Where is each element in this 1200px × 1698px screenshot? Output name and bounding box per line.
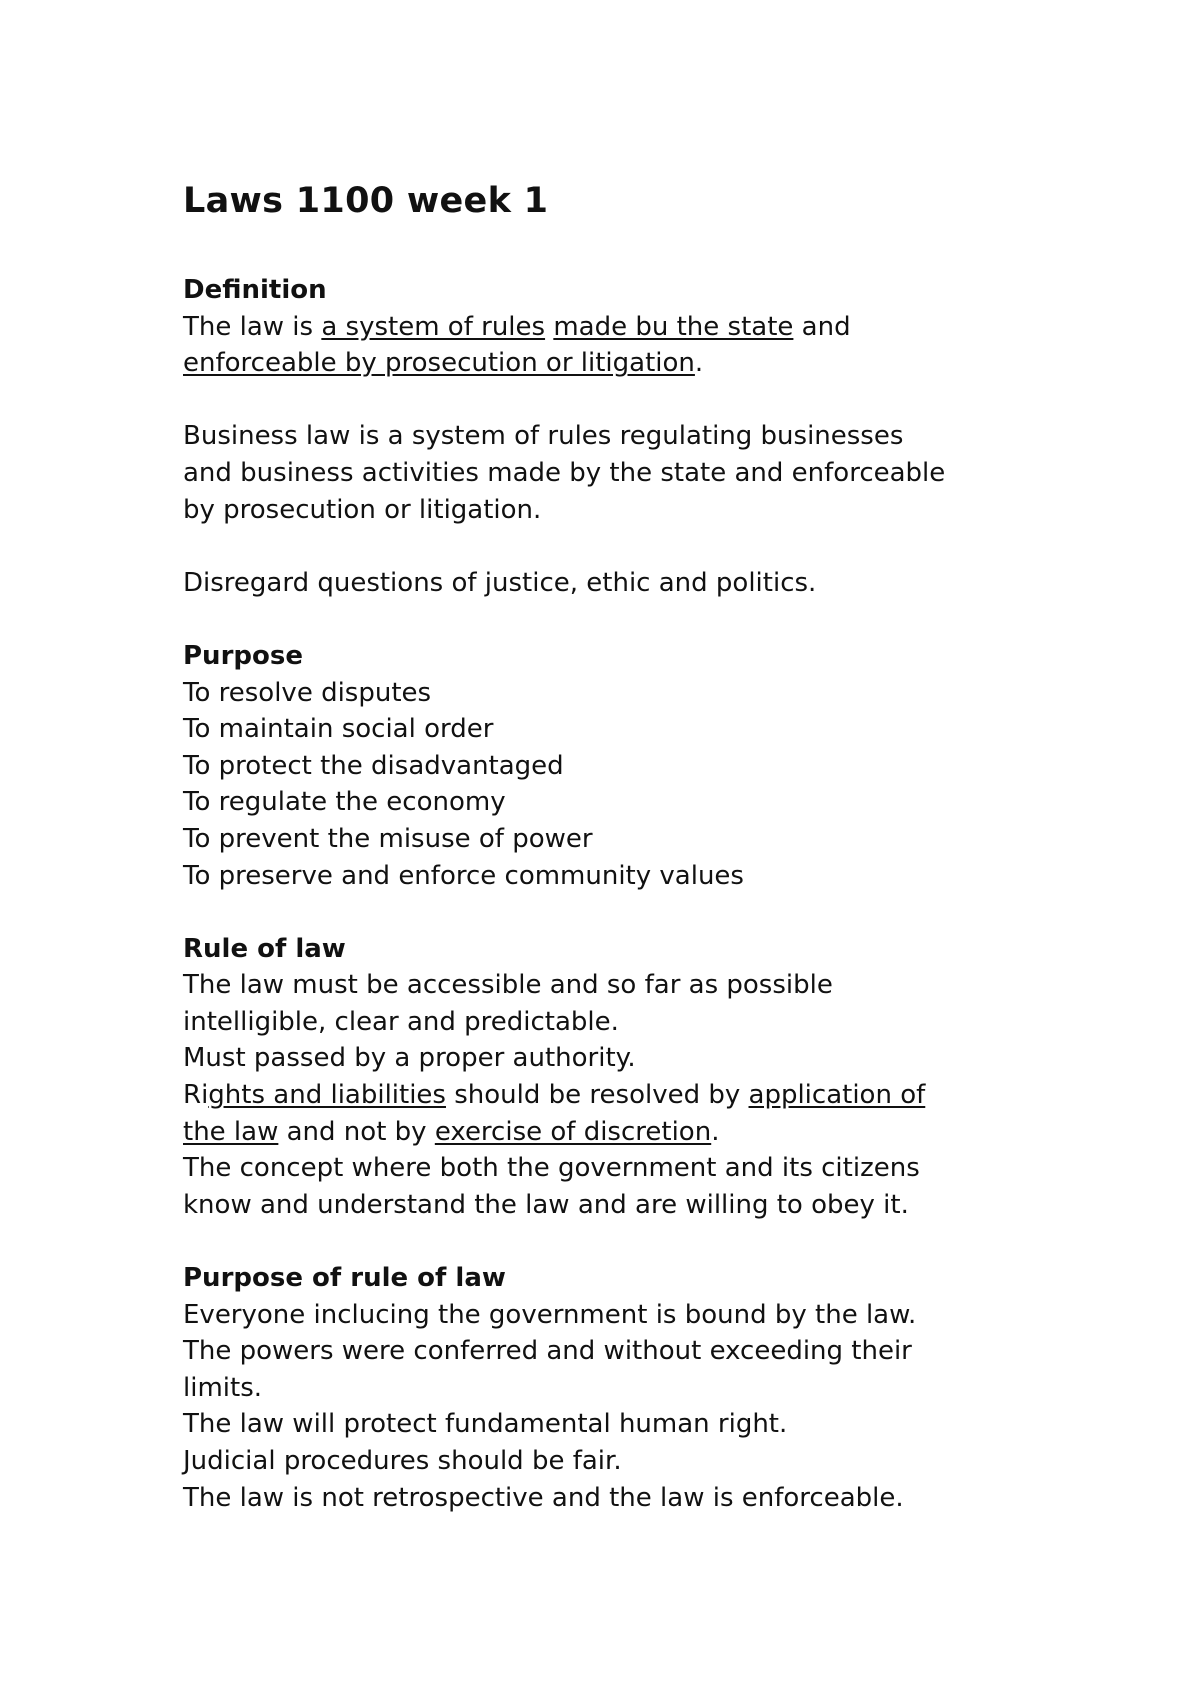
- rule-of-law-line: know and understand the law and are willing to obey it.: [183, 1189, 909, 1220]
- purpose-item: To prevent the misuse of power: [183, 823, 593, 854]
- rule-of-law-line: intelligible, clear and predictable.: [183, 1006, 619, 1037]
- underlined-phrase: made bu the state: [553, 311, 794, 342]
- rule-of-law-line: the law and not by exercise of discretion.: [183, 1116, 720, 1147]
- purpose-item: To preserve and enforce community values: [183, 860, 744, 891]
- page-title: Laws 1100 week 1: [183, 181, 549, 221]
- document-page: [183, 178, 1083, 1516]
- purpose-rule-line: The law will protect fundamental human right.: [183, 1409, 788, 1440]
- purpose-heading: Purpose: [183, 640, 303, 671]
- disregard-line: Disregard questions of justice, ethic and politics.: [183, 567, 817, 598]
- underlined-phrase: the law: [183, 1116, 279, 1147]
- purpose-rule-line: Judicial procedures should be fair.: [183, 1446, 622, 1476]
- business-law-line-2: and business activities made by the state and enforceable: [183, 457, 946, 488]
- purpose-item: To regulate the economy: [183, 787, 506, 818]
- underlined-phrase: ghts and liabilities: [208, 1080, 446, 1111]
- purpose-rule-line: limits.: [183, 1372, 263, 1403]
- purpose-rule-line: The law is not retrospective and the law is enforceable.: [183, 1482, 904, 1513]
- purpose-rule-line: The powers were conferred and without exceeding their: [183, 1336, 912, 1367]
- rule-of-law-line: The concept where both the government and its citizens: [183, 1153, 920, 1184]
- rule-of-law-line: Must passed by a proper authority.: [183, 1043, 636, 1074]
- rule-of-law-line: The law must be accessible and so far as possible: [183, 970, 833, 1001]
- rule-of-law-line: Rights and liabilities should be resolved by application of: [183, 1080, 926, 1111]
- underlined-phrase: enforceable by prosecution or litigation: [183, 348, 695, 379]
- purpose-item: To maintain social order: [183, 714, 494, 745]
- definition-line-2: enforceable by prosecution or litigation.: [183, 348, 704, 379]
- underlined-phrase: a system of rules: [321, 311, 546, 342]
- definition-heading: Definition: [183, 275, 327, 305]
- purpose-item: To resolve disputes: [183, 677, 432, 708]
- business-law-line-3: by prosecution or litigation.: [183, 494, 542, 525]
- purpose-item: To protect the disadvantaged: [183, 750, 564, 781]
- rule-of-law-heading: Rule of law: [183, 933, 346, 964]
- purpose-rule-of-law-heading: Purpose of rule of law: [183, 1263, 506, 1294]
- underlined-phrase: exercise of discretion: [434, 1116, 712, 1147]
- underlined-phrase: application of: [748, 1080, 926, 1111]
- business-law-line-1: Business law is a system of rules regulating businesses: [183, 421, 904, 452]
- definition-line-1: The law is a system of rules made bu the state and: [183, 311, 851, 342]
- purpose-rule-line: Everyone inclucing the government is bound by the law.: [183, 1299, 917, 1330]
